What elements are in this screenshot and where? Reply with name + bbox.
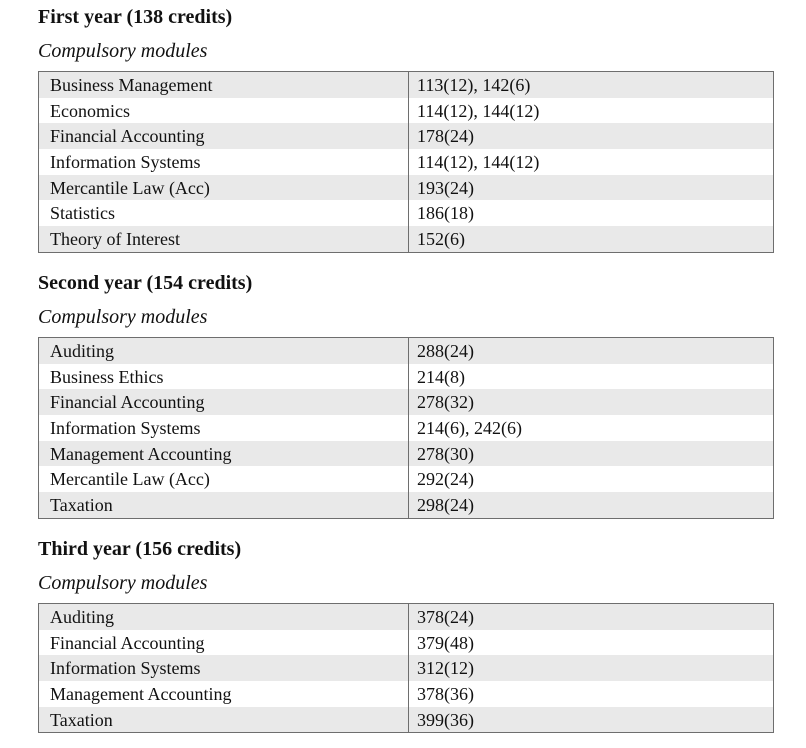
module-name: Taxation <box>39 492 409 518</box>
module-codes: 214(8) <box>409 364 774 390</box>
table-row <box>39 149 774 175</box>
module-codes: 186(18) <box>409 200 774 226</box>
module-codes: 278(30) <box>409 441 774 467</box>
table-row <box>39 604 774 630</box>
table-row <box>39 681 774 707</box>
module-codes: 214(6), 242(6) <box>409 415 774 441</box>
section-title: Second year (154 credits) <box>38 272 253 294</box>
section-first-year <box>38 5 773 253</box>
module-name: Financial Accounting <box>39 389 409 415</box>
module-codes: 292(24) <box>409 466 774 492</box>
section-title: First year (138 credits) <box>38 6 233 28</box>
table-row <box>39 175 774 201</box>
module-codes: 379(48) <box>409 630 774 656</box>
section-subtitle: Compulsory modules <box>38 306 208 328</box>
modules-table <box>38 603 774 733</box>
table-row <box>39 707 774 733</box>
section-title: Third year (156 credits) <box>38 538 242 560</box>
table-row <box>39 389 774 415</box>
table-row <box>39 338 774 364</box>
table-row <box>39 123 774 149</box>
module-name: Auditing <box>39 338 409 364</box>
section-subtitle: Compulsory modules <box>38 572 208 594</box>
module-codes: 193(24) <box>409 175 774 201</box>
section-subtitle: Compulsory modules <box>38 40 208 62</box>
module-name: Taxation <box>39 707 409 733</box>
module-name: Statistics <box>39 200 409 226</box>
module-codes: 288(24) <box>409 338 774 364</box>
modules-table <box>38 71 774 253</box>
table-row <box>39 441 774 467</box>
module-name: Information Systems <box>39 655 409 681</box>
module-name: Mercantile Law (Acc) <box>39 175 409 201</box>
section-third-year <box>38 537 773 733</box>
module-codes: 378(24) <box>409 604 774 630</box>
module-codes: 152(6) <box>409 226 774 252</box>
table-row <box>39 72 774 98</box>
module-codes: 278(32) <box>409 389 774 415</box>
module-name: Information Systems <box>39 149 409 175</box>
table-row <box>39 492 774 518</box>
module-name: Mercantile Law (Acc) <box>39 466 409 492</box>
module-codes: 312(12) <box>409 655 774 681</box>
module-name: Business Ethics <box>39 364 409 390</box>
module-name: Theory of Interest <box>39 226 409 252</box>
module-name: Auditing <box>39 604 409 630</box>
module-name: Management Accounting <box>39 441 409 467</box>
module-name: Management Accounting <box>39 681 409 707</box>
module-codes: 399(36) <box>409 707 774 733</box>
module-name: Financial Accounting <box>39 630 409 656</box>
module-codes: 298(24) <box>409 492 774 518</box>
module-name: Financial Accounting <box>39 123 409 149</box>
table-row <box>39 226 774 252</box>
module-name: Business Management <box>39 72 409 98</box>
table-row <box>39 415 774 441</box>
table-row <box>39 364 774 390</box>
section-second-year <box>38 271 773 519</box>
table-row <box>39 200 774 226</box>
module-codes: 113(12), 142(6) <box>409 72 774 98</box>
module-name: Information Systems <box>39 415 409 441</box>
table-row <box>39 655 774 681</box>
table-row <box>39 630 774 656</box>
table-row <box>39 466 774 492</box>
table-row <box>39 98 774 124</box>
module-codes: 114(12), 144(12) <box>409 149 774 175</box>
module-name: Economics <box>39 98 409 124</box>
module-codes: 378(36) <box>409 681 774 707</box>
modules-table <box>38 337 774 519</box>
module-codes: 178(24) <box>409 123 774 149</box>
module-codes: 114(12), 144(12) <box>409 98 774 124</box>
